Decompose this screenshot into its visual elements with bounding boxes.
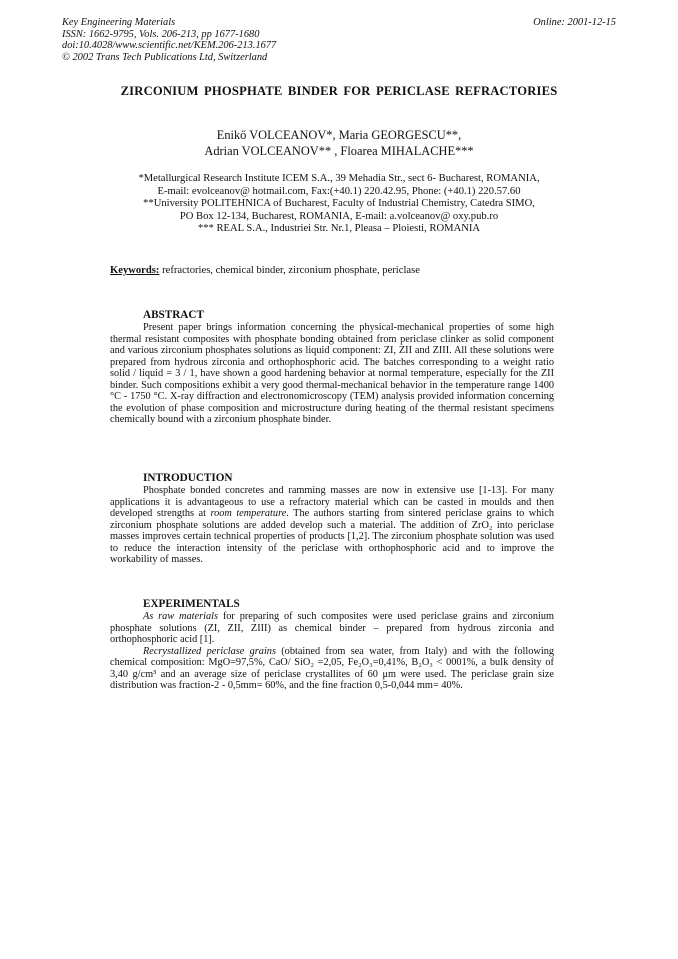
author-line-1: Enikő VOLCEANOV*, Maria GEORGESCU**, xyxy=(216,128,462,142)
keywords-label: Keywords: xyxy=(110,265,160,276)
abstract-section xyxy=(110,309,554,426)
abstract-text: Present paper brings information concerning the physical-mechanical properties of some high thermal resistant composites with phosphate bonding obtained from periclase clinker as solid component and various zirconium phosphates solutions as liquid component: ZI, ZII and ZIII. All these solutions were prepared from hydrous zirconia and orthophosphoric acid. The batches corresponding to a weight ratio solid / liquid = 3 / 1, have shown a good hardening behavior at normal temperature, especially for the ZII binder. Such compositions exhibit a very good thermal-mechanical behavior in the temperature range 1400 °C - 1750 °C. X-ray diffraction and electronomicroscopy (TEM) analysis provided information concerning the evolution of phase composition and microstructure during heating of the thermal resistant specimens chemically bound with a zirconium phosphate binder. xyxy=(110,322,554,426)
intro-text-part: . The authors starting from sintered periclase grains to which zirconium phosphate solutions are added develop such a material. The addition of ZrO₂ into periclase masses improves certain technical properties of products [1,2]. The zirconium phosphate solution was used to reduce the interaction intensity of the periclase with orthophosphoric acid and to improve the workability of masses. xyxy=(110,508,554,566)
copyright-line: © 2002 Trans Tech Publications Ltd, Switzerland xyxy=(62,51,268,63)
raw-materials-italic: As raw materials xyxy=(143,611,218,622)
affiliation-line: *Metallurgical Research Institute ICEM S.A., 39 Mehadia Str., sect 6- Bucharest, ROMANIA, xyxy=(138,173,540,184)
affiliation-line: E-mail: evolceanov@ hotmail.com, Fax:(+40.1) 220.42.95, Phone: (+40.1) 220.57.60 xyxy=(157,185,521,197)
keywords xyxy=(110,265,420,276)
author-list xyxy=(0,128,678,159)
experimentals-heading: EXPERIMENTALS xyxy=(143,598,240,610)
journal-header xyxy=(62,17,276,63)
experimentals-section xyxy=(110,598,554,692)
experimentals-text: for preparing of such composites were used periclase grains and zirconium phosphate solutions (ZI, ZII, ZIII) as chemical binder – prepared from hydrous zirconia and orthophosphoric acid [1]. xyxy=(110,611,554,646)
affiliation-line: PO Box 12-134, Bucharest, ROMANIA, E-mail: a.volceanov@ oxy.pub.ro xyxy=(179,210,499,222)
intro-text-part: Phosphate bonded concretes and ramming masses are now in extensive use [1-13]. For many applications it is advantageous to use a refractory material which can be casted in moulds and then developed strengths at xyxy=(110,485,554,520)
paper-title: ZIRCONIUM PHOSPHATE BINDER FOR PERICLASE REFRACTORIES xyxy=(120,84,558,98)
experimentals-text: (obtained from sea water, from Italy) and with the following chemical composition: MgO=97,5%, CaO/ SiO₂ =2,05, Fe₂O₃=0,41%, B₂O₃ < 0001%, a bulk density of 3,40 g/cm³ and an average size of periclase crystallites of 60 μm were used. The periclase grain size distribution was fraction-2 - 0,5mm= 60%, and the fine fraction 0,5-0,044 mm= 40%. xyxy=(110,645,554,692)
author-line-2: Adrian VOLCEANOV** , Floarea MIHALACHE*** xyxy=(204,143,474,158)
affiliations xyxy=(0,173,678,236)
affiliation-line: **University POLITEHNICA of Bucharest, Faculty of Industrial Chemistry, Catedra SIMO, xyxy=(143,198,535,210)
keywords-text: refractories, chemical binder, zirconium phosphate, periclase xyxy=(159,265,420,276)
introduction-section xyxy=(110,472,554,566)
abstract-heading: ABSTRACT xyxy=(143,309,204,321)
journal-name: Key Engineering Materials xyxy=(62,17,176,28)
periclase-grains-italic: Recrystallized periclase grains xyxy=(143,645,276,657)
introduction-heading: INTRODUCTION xyxy=(143,472,233,484)
intro-italic-text: room temperature xyxy=(210,508,287,520)
experimentals-paragraph-2 xyxy=(110,646,554,692)
experimentals-paragraph-1 xyxy=(110,611,554,646)
issn-line: ISSN: 1662-9795, Vols. 206-213, pp 1677-1680 xyxy=(62,28,260,40)
online-date: Online: 2001-12-15 xyxy=(533,17,616,28)
affiliation-line: *** REAL S.A., Industriei Str. Nr.1, Pleasa – Ploiesti, ROMANIA xyxy=(197,223,481,235)
doi-line: doi:10.4028/www.scientific.net/KEM.206-213.1677 xyxy=(62,40,277,52)
introduction-text xyxy=(110,485,554,566)
